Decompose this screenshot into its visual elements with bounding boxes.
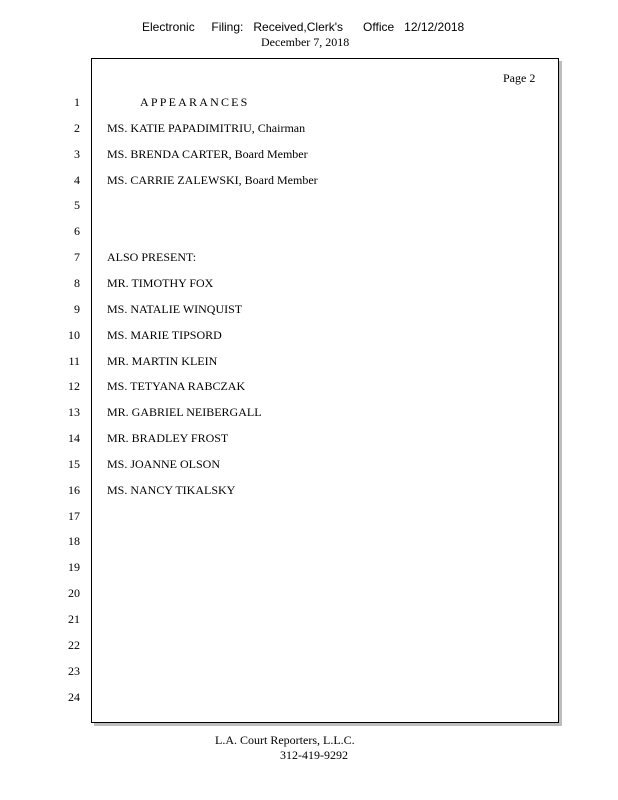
line-text: MR. MARTIN KLEIN (107, 354, 218, 368)
line-number: 9 (74, 302, 80, 316)
line-number: 17 (68, 509, 80, 523)
line-number: 3 (74, 147, 80, 161)
appearances-heading: APPEARANCES (140, 95, 250, 109)
line-number: 12 (68, 379, 80, 393)
line-text: MR. TIMOTHY FOX (107, 276, 214, 290)
line-text: ALSO PRESENT: (107, 250, 197, 264)
line-text: MS. BRENDA CARTER, Board Member (107, 147, 308, 161)
reporter-company: L.A. Court Reporters, L.L.C. (215, 733, 355, 747)
line-number: 16 (68, 483, 80, 497)
line-text: MS. MARIE TIPSORD (107, 328, 222, 342)
line-number: 5 (74, 198, 80, 212)
line-text: MS. KATIE PAPADIMITRIU, Chairman (107, 121, 306, 135)
line-number: 11 (68, 354, 80, 368)
line-number: 6 (74, 224, 80, 238)
line-number: 19 (68, 560, 80, 574)
line-text: MS. NATALIE WINQUIST (107, 302, 243, 316)
line-number: 14 (68, 431, 80, 445)
line-number: 21 (68, 612, 80, 626)
filing-stamp: Electronic Filing: Received,Clerk's Office 12/12/2018 (142, 20, 465, 34)
line-number: 7 (74, 250, 80, 264)
line-number: 23 (68, 664, 80, 678)
page-number: Page 2 (503, 71, 536, 85)
line-number: 10 (68, 328, 80, 342)
line-number: 22 (68, 638, 80, 652)
hearing-date: December 7, 2018 (261, 35, 350, 49)
line-text: MS. CARRIE ZALEWSKI, Board Member (107, 173, 318, 187)
line-text: MS. TETYANA RABCZAK (107, 379, 246, 393)
line-text: MS. JOANNE OLSON (107, 457, 221, 471)
line-number: 15 (68, 457, 80, 471)
line-text: MR. GABRIEL NEIBERGALL (107, 405, 262, 419)
line-number: 1 (74, 95, 80, 109)
line-text: MS. NANCY TIKALSKY (107, 483, 236, 497)
line-number: 24 (68, 690, 80, 704)
line-text: MR. BRADLEY FROST (107, 431, 229, 445)
line-number: 2 (74, 121, 80, 135)
line-number: 13 (68, 405, 80, 419)
reporter-phone: 312-419-9292 (280, 748, 348, 762)
line-number: 8 (74, 276, 80, 290)
line-number: 20 (68, 586, 80, 600)
line-number: 4 (74, 173, 80, 187)
line-number: 18 (68, 534, 80, 548)
